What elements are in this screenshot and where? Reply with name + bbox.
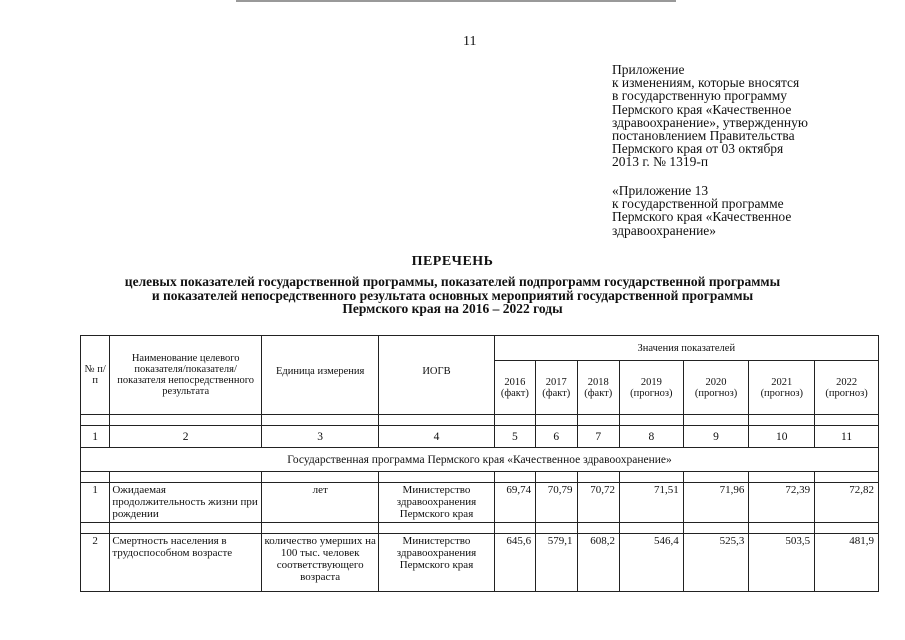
- header-year-2019: 2019 (прогноз): [619, 361, 683, 415]
- table-spacer-row: [81, 472, 879, 483]
- table-row: [81, 483, 879, 523]
- appendix-note: Приложение к изменениям, которые вносятся в государственную программу Пермского края «Качественное здравоохранение», утвержденную постановлением Правительства Пермского края от 03 октября 2013 г. № 1319-п: [612, 62, 808, 170]
- column-number: 6: [536, 426, 577, 448]
- header-year-2021: 2021 (прогноз): [749, 361, 815, 415]
- row-unit: количество умерших на 100 тыс. человек соответствующего возраста: [262, 534, 379, 592]
- row-iogv: Министерство здравоохранения Пермского края: [379, 534, 494, 592]
- row-value-2016: 69,74: [494, 483, 535, 523]
- column-numbers-row: [81, 426, 879, 448]
- document-title: ПЕРЕЧЕНЬ: [411, 254, 494, 269]
- table-spacer-row: [81, 415, 879, 426]
- table-header-row: [81, 336, 879, 361]
- column-number: 2: [110, 426, 262, 448]
- row-value-2019: 546,4: [619, 534, 683, 592]
- header-year-2022: 2022 (прогноз): [815, 361, 879, 415]
- row-value-2021: 72,39: [749, 483, 815, 523]
- row-value-2017: 579,1: [536, 534, 577, 592]
- header-year-2017: 2017 (факт): [536, 361, 577, 415]
- row-value-2016: 645,6: [494, 534, 535, 592]
- row-num: 1: [81, 483, 110, 523]
- row-value-2022: 481,9: [815, 534, 879, 592]
- column-number: 8: [619, 426, 683, 448]
- column-number: 7: [577, 426, 619, 448]
- row-name: Ожидаемая продолжительность жизни при рождении: [110, 483, 262, 523]
- subtitle-line-2: и показателей непосредственного результата основных мероприятий государственной программы: [151, 287, 754, 303]
- row-value-2019: 71,51: [619, 483, 683, 523]
- row-value-2020: 525,3: [683, 534, 749, 592]
- header-year-2020: 2020 (прогноз): [683, 361, 749, 415]
- section-title: Государственная программа Пермского края «Качественное здравоохранение»: [81, 448, 879, 472]
- column-number: 5: [494, 426, 535, 448]
- column-number: 10: [749, 426, 815, 448]
- scan-top-edge: [236, 0, 676, 2]
- indicators-table: [80, 335, 879, 592]
- header-year-2018: 2018 (факт): [577, 361, 619, 415]
- column-number: 4: [379, 426, 494, 448]
- header-values: Значения показателей: [494, 336, 878, 361]
- column-number: 11: [815, 426, 879, 448]
- column-number: 1: [81, 426, 110, 448]
- row-iogv: Министерство здравоохранения Пермского края: [379, 483, 494, 523]
- row-value-2018: 70,72: [577, 483, 619, 523]
- document-subtitle: [0, 275, 905, 316]
- column-number: 3: [262, 426, 379, 448]
- row-num: 2: [81, 534, 110, 592]
- subtitle-line-3: Пермского края на 2016 – 2022 годы: [342, 301, 563, 316]
- section-row: [81, 448, 879, 472]
- row-value-2020: 71,96: [683, 483, 749, 523]
- subtitle-line-1: целевых показателей государственной программы, показателей подпрограмм государственной программы: [124, 274, 781, 289]
- header-iogv: ИОГВ: [379, 336, 494, 415]
- column-number: 9: [683, 426, 749, 448]
- header-year-2016: 2016 (факт): [494, 361, 535, 415]
- table-spacer-row: [81, 523, 879, 534]
- row-value-2022: 72,82: [815, 483, 879, 523]
- page-number: 11: [463, 34, 477, 49]
- row-value-2021: 503,5: [749, 534, 815, 592]
- row-name: Смертность населения в трудоспособном возрасте: [110, 534, 262, 592]
- appendix-13-note: «Приложение 13 к государственной программе Пермского края «Качественное здравоохранение»: [612, 183, 792, 238]
- table-row: [81, 534, 879, 592]
- row-unit: лет: [262, 483, 379, 523]
- header-num: № п/п: [81, 336, 110, 415]
- header-unit: Единица измерения: [262, 336, 379, 415]
- row-value-2017: 70,79: [536, 483, 577, 523]
- row-value-2018: 608,2: [577, 534, 619, 592]
- header-name: Наименование целевого показателя/показателя/ показателя непосредственного результата: [110, 336, 262, 415]
